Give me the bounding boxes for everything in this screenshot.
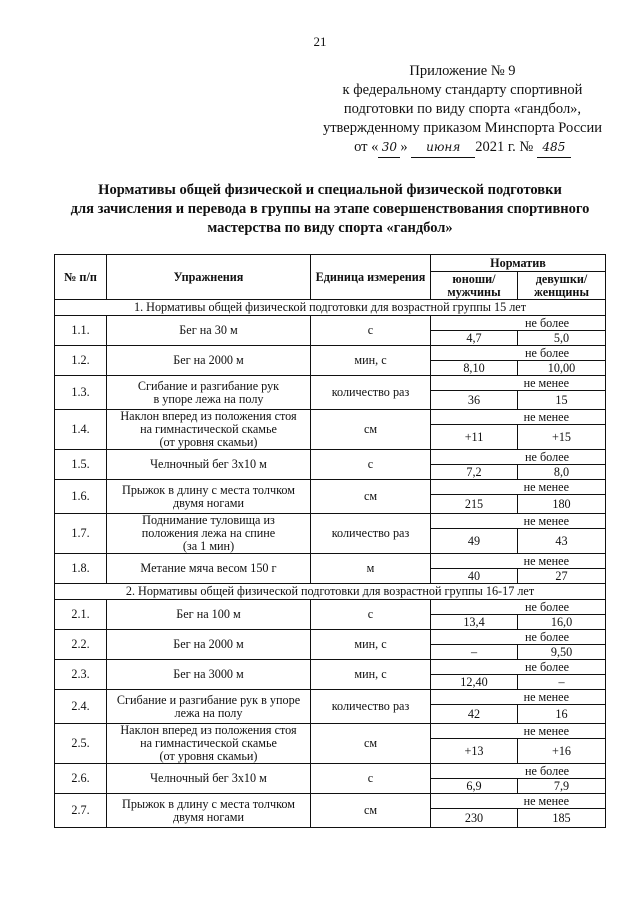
annex-line-2: к федеральному стандарту спортивной bbox=[342, 82, 583, 98]
exercise-name bbox=[107, 376, 311, 410]
girls-value: 5,0 bbox=[518, 331, 606, 346]
row-number: 1.2. bbox=[55, 346, 107, 376]
row-number: 1.8. bbox=[55, 554, 107, 584]
table-row bbox=[55, 764, 606, 779]
row-number: 1.5. bbox=[55, 450, 107, 480]
table-row bbox=[55, 346, 606, 361]
condition-cell: не менее bbox=[431, 376, 606, 391]
girls-value: 15 bbox=[518, 391, 606, 410]
header-num: № п/п bbox=[55, 255, 107, 300]
table-row bbox=[55, 480, 606, 495]
exercise-line: (за 1 мин) bbox=[182, 539, 235, 553]
section-title: 1. Нормативы общей физической подготовки для возрастной группы 15 лет bbox=[55, 300, 606, 316]
exercise-name bbox=[107, 514, 311, 554]
exercise-line: Бег на 30 м bbox=[179, 323, 238, 337]
title-line-1: Нормативы общей физической и специальной физической подготовки bbox=[98, 182, 562, 198]
exercise-name bbox=[107, 630, 311, 660]
exercise-name bbox=[107, 480, 311, 514]
girls-value: 43 bbox=[518, 529, 606, 554]
table-row bbox=[55, 514, 606, 529]
girls-value: +16 bbox=[518, 739, 606, 764]
exercise-name bbox=[107, 410, 311, 450]
title-line-3: мастерства по виду спорта «гандбол» bbox=[207, 220, 453, 236]
exercise-name bbox=[107, 346, 311, 376]
table-row bbox=[55, 794, 606, 809]
exercise-line: Прыжок в длину с места толчком bbox=[122, 482, 295, 497]
date-day: 30 bbox=[378, 138, 400, 158]
boys-value: 49 bbox=[431, 529, 518, 554]
table-row bbox=[55, 554, 606, 569]
exercise-line: Прыжок в длину с места толчком bbox=[122, 796, 295, 811]
table-row bbox=[55, 316, 606, 331]
row-number: 1.6. bbox=[55, 480, 107, 514]
exercise-line: на гимнастической скамье bbox=[140, 422, 277, 436]
boys-value: 7,2 bbox=[431, 465, 518, 480]
table-row bbox=[55, 410, 606, 425]
girls-value: – bbox=[518, 675, 606, 690]
exercise-line: лежа на полу bbox=[174, 705, 243, 720]
condition-cell: не более bbox=[431, 660, 606, 675]
boys-value: – bbox=[431, 645, 518, 660]
unit-cell: см bbox=[311, 794, 431, 828]
unit-cell: с bbox=[311, 450, 431, 480]
condition-cell: не более bbox=[431, 764, 606, 779]
boys-value: 4,7 bbox=[431, 331, 518, 346]
exercise-name bbox=[107, 450, 311, 480]
exercise-name bbox=[107, 690, 311, 724]
date-year: 2021 г. № bbox=[475, 139, 534, 155]
exercise-line: Бег на 2000 м bbox=[173, 353, 244, 367]
exercise-line: двумя ногами bbox=[172, 809, 245, 824]
exercise-name bbox=[107, 660, 311, 690]
exercise-line: Челночный бег 3х10 м bbox=[150, 457, 267, 471]
exercise-line: Челночный бег 3х10 м bbox=[150, 771, 267, 785]
row-number: 2.7. bbox=[55, 794, 107, 828]
exercise-name bbox=[107, 794, 311, 828]
unit-cell: см bbox=[311, 410, 431, 450]
table-row bbox=[55, 660, 606, 675]
boys-value: 6,9 bbox=[431, 779, 518, 794]
section-row bbox=[55, 300, 606, 316]
unit-cell: см bbox=[311, 724, 431, 764]
header-norm: Норматив bbox=[431, 255, 606, 272]
row-number: 2.1. bbox=[55, 600, 107, 630]
exercise-line: на гимнастической скамье bbox=[140, 736, 277, 750]
row-number: 1.7. bbox=[55, 514, 107, 554]
boys-value: 42 bbox=[431, 705, 518, 724]
unit-cell: мин, с bbox=[311, 630, 431, 660]
unit-cell: мин, с bbox=[311, 346, 431, 376]
condition-cell: не более bbox=[431, 346, 606, 361]
exercise-line: Бег на 3000 м bbox=[173, 667, 244, 681]
unit-cell: см bbox=[311, 480, 431, 514]
condition-cell: не более bbox=[431, 450, 606, 465]
boys-value: 230 bbox=[431, 809, 518, 828]
condition-cell: не более bbox=[431, 316, 606, 331]
condition-cell: не менее bbox=[431, 690, 606, 705]
exercise-line: (от уровня скамьи) bbox=[159, 435, 258, 449]
table-row bbox=[55, 600, 606, 615]
boys-value: +13 bbox=[431, 739, 518, 764]
boys-value: 40 bbox=[431, 569, 518, 584]
boys-value: 8,10 bbox=[431, 361, 518, 376]
table-row bbox=[55, 690, 606, 705]
section-row bbox=[55, 584, 606, 600]
unit-cell: мин, с bbox=[311, 660, 431, 690]
annex-line-3: подготовки по виду спорта «гандбол», bbox=[343, 101, 582, 117]
row-number: 1.1. bbox=[55, 316, 107, 346]
condition-cell: не более bbox=[431, 600, 606, 615]
boys-value: 13,4 bbox=[431, 615, 518, 630]
exercise-name bbox=[107, 724, 311, 764]
date-prefix: от « bbox=[354, 139, 379, 155]
exercise-line: в упоре лежа на полу bbox=[153, 391, 264, 406]
title-line-2: для зачисления и перевода в группы на этапе совершенствования спортивного bbox=[70, 201, 590, 217]
row-number: 1.4. bbox=[55, 410, 107, 450]
table-row bbox=[55, 450, 606, 465]
exercise-line: (от уровня скамьи) bbox=[159, 749, 258, 763]
unit-cell: с bbox=[311, 316, 431, 346]
header-girls: девушки/ женщины bbox=[518, 272, 606, 300]
exercise-line: Поднимание туловища из bbox=[142, 513, 275, 527]
exercise-name bbox=[107, 764, 311, 794]
unit-cell: количество раз bbox=[311, 514, 431, 554]
row-number: 2.4. bbox=[55, 690, 107, 724]
girls-value: 7,9 bbox=[518, 779, 606, 794]
boys-value: 36 bbox=[431, 391, 518, 410]
row-number: 2.2. bbox=[55, 630, 107, 660]
girls-value: 27 bbox=[518, 569, 606, 584]
norms-table bbox=[54, 254, 606, 828]
exercise-name bbox=[107, 316, 311, 346]
condition-cell: не менее bbox=[431, 514, 606, 529]
boys-value: 12,40 bbox=[431, 675, 518, 690]
unit-cell: с bbox=[311, 764, 431, 794]
exercise-line: Метание мяча весом 150 г bbox=[140, 561, 277, 575]
exercise-line: Бег на 100 м bbox=[176, 607, 241, 621]
unit-cell: количество раз bbox=[311, 690, 431, 724]
section-title: 2. Нормативы общей физической подготовки для возрастной группы 16-17 лет bbox=[55, 584, 606, 600]
header-unit: Единица измерения bbox=[311, 255, 431, 300]
order-number: 485 bbox=[537, 138, 571, 158]
exercise-line: Наклон вперед из положения стоя bbox=[120, 723, 297, 737]
row-number: 2.6. bbox=[55, 764, 107, 794]
boys-value: +11 bbox=[431, 425, 518, 450]
condition-cell: не менее bbox=[431, 724, 606, 739]
annex-date-line bbox=[323, 138, 602, 158]
header-boys: юноши/ мужчины bbox=[431, 272, 518, 300]
exercise-line: Сгибание и разгибание рук bbox=[137, 378, 280, 393]
condition-cell: не менее bbox=[431, 480, 606, 495]
condition-cell: не менее bbox=[431, 410, 606, 425]
condition-cell: не более bbox=[431, 630, 606, 645]
annex-block bbox=[323, 62, 602, 158]
exercise-line: двумя ногами bbox=[172, 495, 245, 510]
girls-value: 180 bbox=[518, 495, 606, 514]
boys-value: 215 bbox=[431, 495, 518, 514]
exercise-line: положения лежа на спине bbox=[141, 526, 276, 540]
annex-line-1: Приложение № 9 bbox=[409, 63, 516, 79]
condition-cell: не менее bbox=[431, 794, 606, 809]
exercise-line: Наклон вперед из положения стоя bbox=[120, 409, 297, 423]
date-month: июня bbox=[411, 138, 475, 158]
exercise-line: Сгибание и разгибание рук в упоре bbox=[116, 692, 301, 707]
girls-value: +15 bbox=[518, 425, 606, 450]
annex-line-4: утвержденному приказом Минспорта России bbox=[322, 120, 602, 136]
row-number: 2.3. bbox=[55, 660, 107, 690]
document-title bbox=[40, 181, 620, 238]
girls-value: 16 bbox=[518, 705, 606, 724]
condition-cell: не менее bbox=[431, 554, 606, 569]
unit-cell: с bbox=[311, 600, 431, 630]
unit-cell: м bbox=[311, 554, 431, 584]
row-number: 2.5. bbox=[55, 724, 107, 764]
table-row bbox=[55, 724, 606, 739]
page-number: 21 bbox=[313, 34, 327, 49]
date-mid: » bbox=[400, 139, 408, 155]
header-exercise: Упражнения bbox=[107, 255, 311, 300]
exercise-name bbox=[107, 600, 311, 630]
girls-value: 9,50 bbox=[518, 645, 606, 660]
table-row bbox=[55, 630, 606, 645]
exercise-name bbox=[107, 554, 311, 584]
row-number: 1.3. bbox=[55, 376, 107, 410]
table-row bbox=[55, 376, 606, 391]
girls-value: 16,0 bbox=[518, 615, 606, 630]
girls-value: 185 bbox=[518, 809, 606, 828]
exercise-line: Бег на 2000 м bbox=[173, 637, 244, 651]
unit-cell: количество раз bbox=[311, 376, 431, 410]
girls-value: 10,00 bbox=[518, 361, 606, 376]
girls-value: 8,0 bbox=[518, 465, 606, 480]
